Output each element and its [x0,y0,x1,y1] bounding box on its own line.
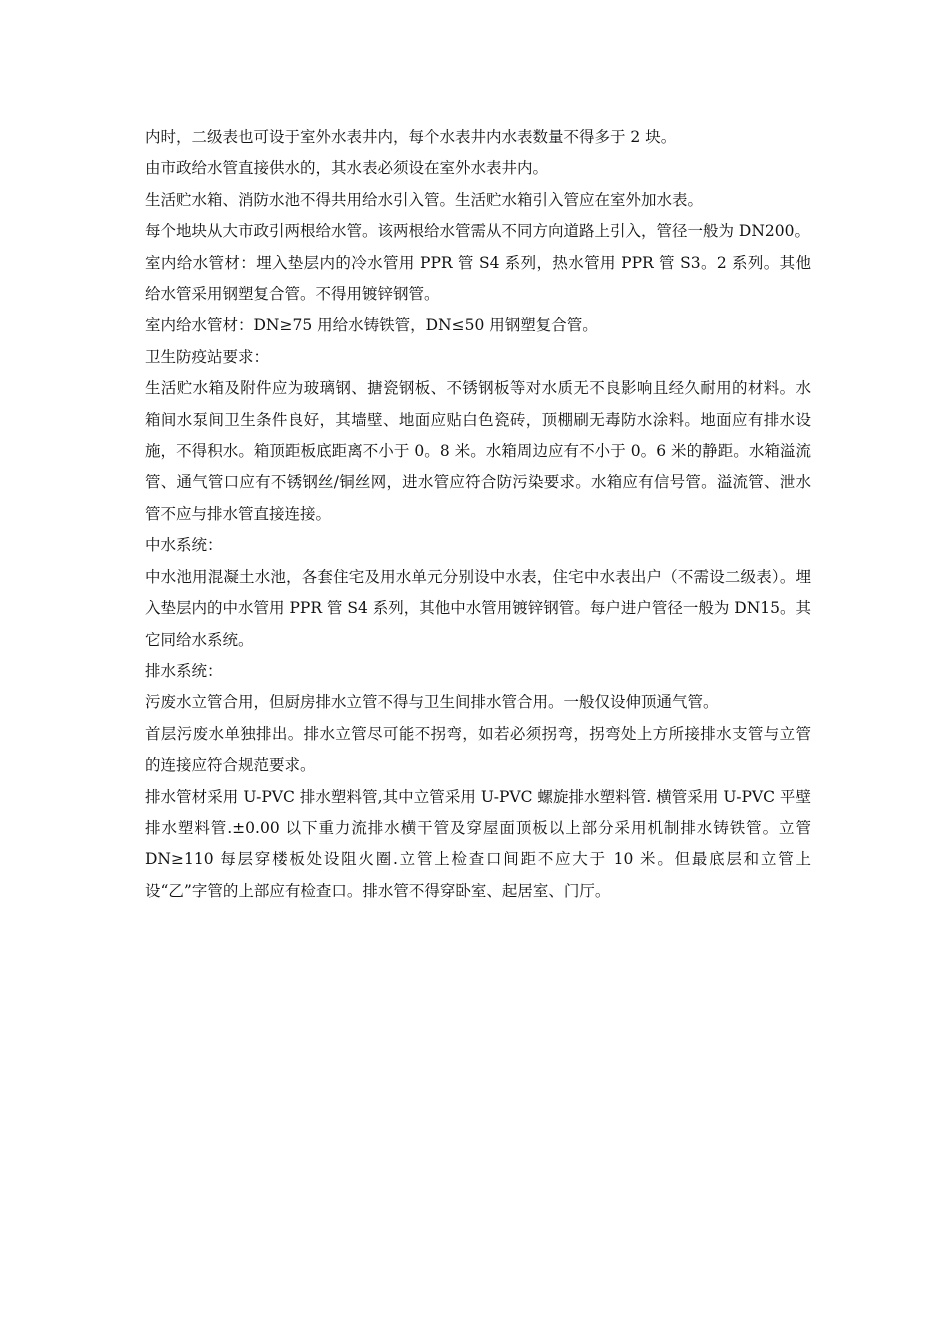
paragraph-indoor-pipe-material-1: 室内给水管材：埋入垫层内的冷水管用 PPR 管 S4 系列，热水管用 PPR 管 S3。2 系列。其他给水管采用钢塑复合管。不得用镀锌钢管。 [145,253,811,304]
paragraph-drainage-risers: 污废水立管合用，但厨房排水立管不得与卫生间排水管合用。一般仅设伸顶通气管。 [145,693,719,712]
document-body [145,122,811,907]
heading-drainage: 排水系统： [145,661,223,680]
paragraph-storage-tank-inlet: 生活贮水箱、消防水池不得共用给水引入管。生活贮水箱引入管应在室外加水表。 [145,190,704,209]
paragraph-municipal-supply: 由市政给水管直接供水的，其水表必须设在室外水表井内。 [145,159,549,178]
paragraph-ground-floor-drainage: 首层污废水单独排出。排水立管尽可能不拐弯，如若必须拐弯，拐弯处上方所接排水支管与立管的连接应符合规范要求。 [145,724,811,775]
paragraph-water-meter-well: 内时，二级表也可设于室外水表井内，每个水表井内水表数量不得多于 2 块。 [145,128,677,146]
paragraph-drainage-materials: 排水管材采用 U-PVC 排水塑料管,其中立管采用 U-PVC 螺旋排水塑料管. 横管采用 U-PVC 平壁排水塑料管.±0.00 以下重力流排水横干管及穿屋面顶板以上部分采用机制排水铸铁管。立管 DN≥110 每层穿楼板处设阻火圈.立管上检查口间距不应大于 10 米。但最底层和立管上设“乙”字管的上部应有检查口。排水管不得穿卧室、起居室、门厅。 [145,787,811,900]
heading-reclaimed-water: 中水系统： [145,536,223,555]
heading-health-requirements: 卫生防疫站要求： [145,347,270,366]
paragraph-indoor-pipe-material-2: 室内给水管材：DN≥75 用给水铸铁管，DN≤50 用钢塑复合管。 [145,316,598,335]
paragraph-reclaimed-water: 中水池用混凝土水池，各套住宅及用水单元分别设中水表，住宅中水表出户（不需设二级表）。埋入垫层内的中水管用 PPR 管 S4 系列，其他中水管用镀锌钢管。每户进户管径一般为 DN15。其它同给水系统。 [145,567,811,649]
paragraph-tank-hygiene: 生活贮水箱及附件应为玻璃钢、搪瓷钢板、不锈钢板等对水质无不良影响且经久耐用的材料。水箱间水泵间卫生条件良好，其墙壁、地面应贴白色瓷砖，顶棚刷无毒防水涂料。地面应有排水设施，不得积水。箱顶距板底距离不小于 0。8 米。水箱周边应有不小于 0。6 米的静距。水箱溢流管、通气管口应有不锈钢丝/铜丝网，进水管应符合防污染要求。水箱应有信号管。溢流管、泄水管不应与排水管直接连接。 [145,379,811,523]
paragraph-two-supply-pipes: 每个地块从大市政引两根给水管。该两根给水管需从不同方向道路上引入，管径一般为 DN200。 [145,222,811,241]
